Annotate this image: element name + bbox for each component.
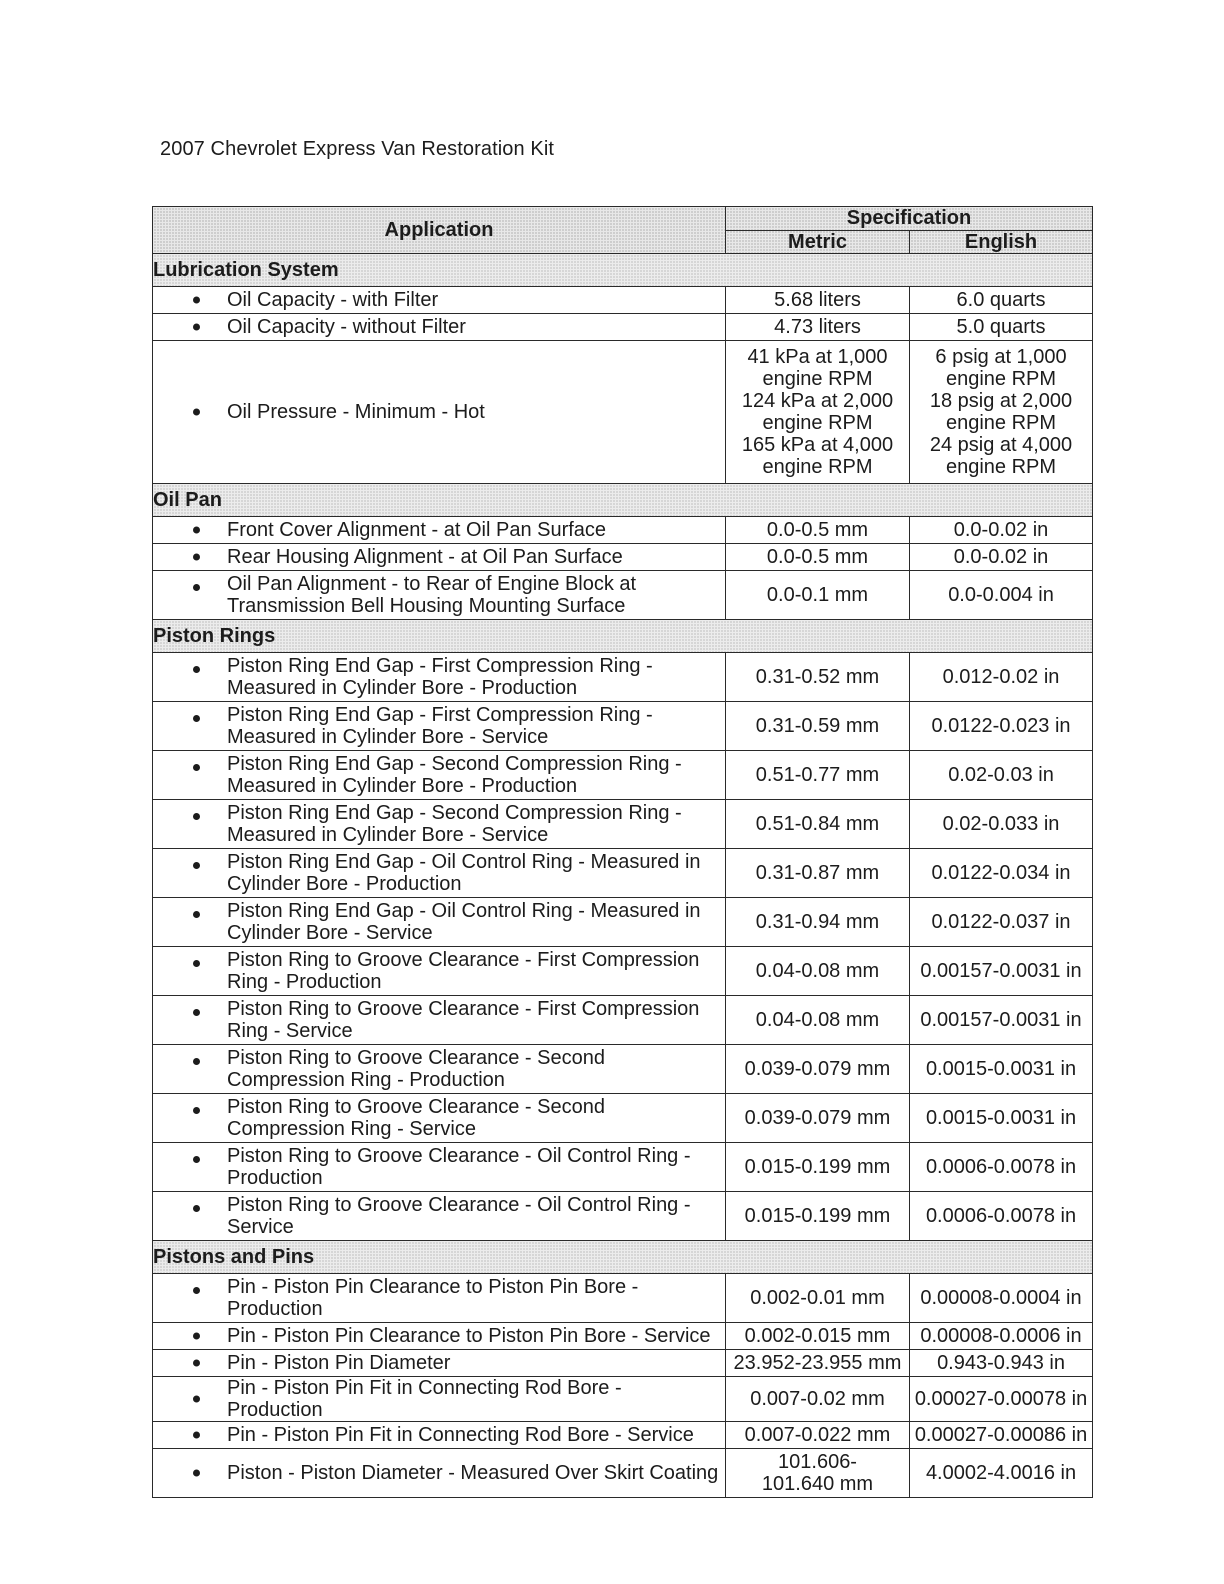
cell-text: Front Cover Alignment - at Oil Pan Surface bbox=[227, 519, 607, 541]
bullet-icon bbox=[193, 324, 200, 331]
application-text bbox=[193, 851, 725, 895]
application-cell bbox=[153, 1377, 726, 1422]
cell-text: 0.0-0.1 mm bbox=[766, 584, 869, 606]
metric-cell bbox=[726, 571, 910, 620]
table-row bbox=[153, 287, 1093, 314]
section-row bbox=[153, 254, 1093, 287]
table-row bbox=[153, 996, 1093, 1045]
cell-text: 0.31-0.59 mm bbox=[755, 715, 880, 737]
text-line: 101.640 mm bbox=[761, 1473, 874, 1495]
header-english: English bbox=[910, 230, 1093, 254]
cell-text: Pin - Piston Pin Diameter bbox=[227, 1352, 451, 1374]
table-row bbox=[153, 898, 1093, 947]
cell-text: 0.00027-0.00086 in bbox=[914, 1424, 1088, 1446]
application-text bbox=[193, 1377, 725, 1421]
english-cell bbox=[910, 287, 1093, 314]
metric-cell bbox=[726, 996, 910, 1045]
application-cell bbox=[153, 1192, 726, 1241]
metric-cell bbox=[726, 898, 910, 947]
metric-cell bbox=[726, 800, 910, 849]
table-row bbox=[153, 1274, 1093, 1323]
text-line: Piston Ring to Groove Clearance - Oil Control Ring - bbox=[227, 1194, 691, 1216]
text-line: Ring - Production bbox=[227, 971, 382, 993]
bullet-icon bbox=[193, 1058, 200, 1065]
application-cell bbox=[153, 1350, 726, 1377]
cell-text: Pin - Piston Pin Clearance to Piston Pin Bore - Service bbox=[227, 1325, 711, 1347]
text-line: engine RPM bbox=[762, 368, 873, 390]
cell-text: 5.0 quarts bbox=[956, 316, 1046, 338]
cell-text: 5.68 liters bbox=[774, 289, 861, 311]
table-row bbox=[153, 751, 1093, 800]
english-cell bbox=[910, 1323, 1093, 1350]
application-cell bbox=[153, 341, 726, 484]
cell-text: Oil Capacity - with Filter bbox=[227, 289, 439, 311]
cell-text: 0.002-0.015 mm bbox=[744, 1325, 891, 1347]
english-cell bbox=[910, 544, 1093, 571]
english-cell bbox=[910, 800, 1093, 849]
table-row bbox=[153, 1045, 1093, 1094]
cell-text: 0.007-0.02 mm bbox=[750, 1388, 885, 1410]
bullet-icon bbox=[193, 1156, 200, 1163]
english-cell bbox=[910, 653, 1093, 702]
application-text bbox=[193, 573, 725, 617]
text-line: Compression Ring - Production bbox=[227, 1069, 505, 1091]
application-cell bbox=[153, 571, 726, 620]
cell-text: 0.0006-0.0078 in bbox=[925, 1205, 1077, 1227]
english-cell bbox=[910, 947, 1093, 996]
table-row bbox=[153, 1323, 1093, 1350]
application-text bbox=[193, 316, 725, 338]
cell-text: 0.0015-0.0031 in bbox=[925, 1058, 1077, 1080]
section-title: Lubrication System bbox=[153, 254, 1093, 287]
text-line: Ring - Service bbox=[227, 1020, 353, 1042]
bullet-icon bbox=[193, 1333, 200, 1340]
cell-text: Pin - Piston Pin Fit in Connecting Rod Bore - Production bbox=[227, 1377, 622, 1421]
cell-text: 23.952-23.955 mm bbox=[733, 1352, 902, 1374]
metric-cell bbox=[726, 287, 910, 314]
bullet-icon bbox=[193, 1009, 200, 1016]
english-cell bbox=[910, 1094, 1093, 1143]
text-line: Production bbox=[227, 1167, 323, 1189]
cell-text: 4.73 liters bbox=[774, 316, 861, 338]
application-text bbox=[193, 289, 725, 311]
cell-text: 0.0-0.02 in bbox=[953, 519, 1049, 541]
text-line: Piston Ring to Groove Clearance - Second bbox=[227, 1096, 605, 1118]
table-row bbox=[153, 517, 1093, 544]
application-cell bbox=[153, 800, 726, 849]
bullet-icon bbox=[193, 1205, 200, 1212]
cell-text: 0.0-0.5 mm bbox=[766, 519, 869, 541]
cell-text: 0.015-0.199 mm bbox=[744, 1156, 891, 1178]
application-text bbox=[193, 998, 725, 1042]
bullet-icon bbox=[193, 862, 200, 869]
english-cell bbox=[910, 1377, 1093, 1422]
metric-cell bbox=[726, 314, 910, 341]
application-cell bbox=[153, 653, 726, 702]
metric-cell bbox=[726, 947, 910, 996]
application-text bbox=[193, 704, 725, 748]
bullet-icon bbox=[193, 911, 200, 918]
section-title: Oil Pan bbox=[153, 484, 1093, 517]
application-cell bbox=[153, 544, 726, 571]
text-line: Oil Pan Alignment - to Rear of Engine Block at bbox=[227, 573, 637, 595]
english-cell bbox=[910, 1045, 1093, 1094]
application-text bbox=[193, 1194, 725, 1238]
table-row bbox=[153, 1422, 1093, 1449]
cell-text: 0.0-0.02 in bbox=[953, 546, 1049, 568]
table-row bbox=[153, 571, 1093, 620]
cell-text: 0.0-0.5 mm bbox=[766, 546, 869, 568]
text-line: Production bbox=[227, 1298, 323, 1320]
cell-text: Pin - Piston Pin Fit in Connecting Rod Bore - Service bbox=[227, 1424, 694, 1446]
english-cell bbox=[910, 341, 1093, 484]
text-line: 18 psig at 2,000 bbox=[929, 390, 1073, 412]
bullet-icon bbox=[193, 666, 200, 673]
application-cell bbox=[153, 1274, 726, 1323]
cell-text: Oil Pressure - Minimum - Hot bbox=[227, 401, 485, 423]
cell-text: 0.943-0.943 in bbox=[937, 1352, 1065, 1374]
table-row bbox=[153, 341, 1093, 484]
text-line: Piston Ring End Gap - Oil Control Ring - Measured in bbox=[227, 900, 701, 922]
bullet-icon bbox=[193, 813, 200, 820]
english-cell bbox=[910, 1192, 1093, 1241]
metric-cell bbox=[726, 751, 910, 800]
table-row bbox=[153, 947, 1093, 996]
application-text bbox=[193, 900, 725, 944]
english-cell bbox=[910, 702, 1093, 751]
header-metric: Metric bbox=[726, 230, 910, 254]
bullet-icon bbox=[193, 527, 200, 534]
bullet-icon bbox=[193, 715, 200, 722]
table-row bbox=[153, 849, 1093, 898]
application-text bbox=[193, 949, 725, 993]
section-row bbox=[153, 1241, 1093, 1274]
english-cell bbox=[910, 1449, 1093, 1498]
bullet-icon bbox=[193, 1396, 200, 1403]
application-text bbox=[193, 655, 725, 699]
cell-text: 0.0122-0.023 in bbox=[931, 715, 1071, 737]
text-line: 101.606- bbox=[778, 1451, 857, 1473]
document-title: 2007 Chevrolet Express Van Restoration Kit bbox=[160, 138, 555, 160]
table-row bbox=[153, 1377, 1093, 1422]
text-line: Piston Ring to Groove Clearance - Oil Control Ring - bbox=[227, 1145, 691, 1167]
application-cell bbox=[153, 1422, 726, 1449]
text-line: engine RPM bbox=[945, 456, 1057, 478]
bullet-icon bbox=[193, 1287, 200, 1294]
application-text bbox=[193, 519, 725, 541]
english-cell bbox=[910, 898, 1093, 947]
cell-text: Rear Housing Alignment - at Oil Pan Surface bbox=[227, 546, 623, 568]
table-row bbox=[153, 1350, 1093, 1377]
english-cell bbox=[910, 517, 1093, 544]
text-line: Measured in Cylinder Bore - Service bbox=[227, 824, 549, 846]
english-cell bbox=[910, 1350, 1093, 1377]
table-row bbox=[153, 1192, 1093, 1241]
text-line: Measured in Cylinder Bore - Production bbox=[227, 775, 578, 797]
application-text bbox=[193, 1462, 725, 1484]
text-line: 165 kPa at 4,000 bbox=[741, 434, 894, 456]
cell-text: 0.00027-0.00078 in bbox=[914, 1388, 1088, 1410]
metric-cell bbox=[726, 1323, 910, 1350]
english-cell bbox=[910, 1422, 1093, 1449]
application-cell bbox=[153, 517, 726, 544]
text-line: 24 psig at 4,000 bbox=[929, 434, 1073, 456]
cell-text: 0.04-0.08 mm bbox=[755, 960, 880, 982]
metric-cell bbox=[726, 544, 910, 571]
cell-text: 0.0015-0.0031 in bbox=[925, 1107, 1077, 1129]
english-cell bbox=[910, 1143, 1093, 1192]
english-cell bbox=[910, 1274, 1093, 1323]
bullet-icon bbox=[193, 554, 200, 561]
metric-cell bbox=[726, 1274, 910, 1323]
cell-text: 0.31-0.87 mm bbox=[755, 862, 880, 884]
text-line: Piston Ring to Groove Clearance - First Compression bbox=[227, 949, 700, 971]
english-cell bbox=[910, 996, 1093, 1045]
text-line: Service bbox=[227, 1216, 294, 1238]
section-row bbox=[153, 620, 1093, 653]
application-cell bbox=[153, 702, 726, 751]
table-row bbox=[153, 314, 1093, 341]
metric-cell bbox=[726, 1449, 910, 1498]
metric-cell bbox=[726, 1094, 910, 1143]
text-line: Piston Ring to Groove Clearance - First Compression bbox=[227, 998, 700, 1020]
cell-text: 0.51-0.77 mm bbox=[755, 764, 880, 786]
cell-text: Oil Capacity - without Filter bbox=[227, 316, 466, 338]
application-cell bbox=[153, 1045, 726, 1094]
text-line: engine RPM bbox=[945, 368, 1057, 390]
table-body bbox=[153, 254, 1093, 1498]
bullet-icon bbox=[193, 1360, 200, 1367]
bullet-icon bbox=[193, 960, 200, 967]
text-line: Measured in Cylinder Bore - Service bbox=[227, 726, 549, 748]
text-line: Cylinder Bore - Production bbox=[227, 873, 462, 895]
table-row bbox=[153, 544, 1093, 571]
text-line: Piston Ring to Groove Clearance - Second bbox=[227, 1047, 605, 1069]
cell-text: 0.0122-0.037 in bbox=[931, 911, 1071, 933]
bullet-icon bbox=[193, 764, 200, 771]
metric-cell bbox=[726, 1143, 910, 1192]
cell-text: 0.039-0.079 mm bbox=[744, 1058, 891, 1080]
text-line: Piston Ring End Gap - Second Compression Ring - bbox=[227, 802, 682, 824]
text-line: Compression Ring - Service bbox=[227, 1118, 476, 1140]
cell-text: 0.00157-0.0031 in bbox=[920, 960, 1082, 982]
english-cell bbox=[910, 751, 1093, 800]
text-line: Piston Ring End Gap - Oil Control Ring - Measured in bbox=[227, 851, 701, 873]
table-row bbox=[153, 800, 1093, 849]
table-row bbox=[153, 702, 1093, 751]
metric-cell bbox=[726, 517, 910, 544]
text-line: Piston Ring End Gap - First Compression Ring - bbox=[227, 655, 653, 677]
cell-text: 0.002-0.01 mm bbox=[750, 1287, 885, 1309]
cell-text: 6.0 quarts bbox=[956, 289, 1046, 311]
application-cell bbox=[153, 751, 726, 800]
application-cell bbox=[153, 1449, 726, 1498]
application-text bbox=[193, 753, 725, 797]
text-line: engine RPM bbox=[762, 456, 873, 478]
text-line: Pin - Piston Pin Clearance to Piston Pin Bore - bbox=[227, 1276, 639, 1298]
application-text bbox=[193, 1276, 725, 1320]
application-text bbox=[193, 546, 725, 568]
text-line: Measured in Cylinder Bore - Production bbox=[227, 677, 578, 699]
application-cell bbox=[153, 314, 726, 341]
application-cell bbox=[153, 849, 726, 898]
bullet-icon bbox=[193, 409, 200, 416]
cell-text: 0.02-0.03 in bbox=[948, 764, 1054, 786]
english-cell bbox=[910, 314, 1093, 341]
cell-text: 0.0122-0.034 in bbox=[931, 862, 1071, 884]
application-cell bbox=[153, 947, 726, 996]
header-application: Application bbox=[153, 207, 726, 254]
text-line: engine RPM bbox=[945, 412, 1057, 434]
text-line: engine RPM bbox=[762, 412, 873, 434]
text-line: 41 kPa at 1,000 bbox=[747, 346, 888, 368]
metric-cell bbox=[726, 1350, 910, 1377]
cell-text: 0.00008-0.0004 in bbox=[920, 1287, 1082, 1309]
metric-cell bbox=[726, 341, 910, 484]
english-cell bbox=[910, 571, 1093, 620]
text-line: 6 psig at 1,000 bbox=[935, 346, 1067, 368]
cell-text: 0.012-0.02 in bbox=[942, 666, 1060, 688]
text-line: Cylinder Bore - Service bbox=[227, 922, 433, 944]
application-text bbox=[193, 1145, 725, 1189]
application-cell bbox=[153, 1094, 726, 1143]
text-line: Piston Ring End Gap - Second Compression Ring - bbox=[227, 753, 682, 775]
cell-text: 4.0002-4.0016 in bbox=[925, 1462, 1077, 1484]
table-row bbox=[153, 653, 1093, 702]
application-text bbox=[193, 1096, 725, 1140]
cell-text: 0.04-0.08 mm bbox=[755, 1009, 880, 1031]
application-text bbox=[193, 1047, 725, 1091]
cell-text: 0.31-0.52 mm bbox=[755, 666, 880, 688]
bullet-icon bbox=[193, 1107, 200, 1114]
metric-cell bbox=[726, 653, 910, 702]
cell-text: 0.51-0.84 mm bbox=[755, 813, 880, 835]
bullet-icon bbox=[193, 1432, 200, 1439]
section-row bbox=[153, 484, 1093, 517]
application-cell bbox=[153, 996, 726, 1045]
application-text bbox=[193, 401, 725, 423]
cell-text: 0.0-0.004 in bbox=[948, 584, 1054, 606]
cell-text: Piston - Piston Diameter - Measured Over Skirt Coating bbox=[227, 1462, 719, 1484]
cell-text: 0.015-0.199 mm bbox=[744, 1205, 891, 1227]
application-text bbox=[193, 1352, 725, 1374]
metric-cell bbox=[726, 702, 910, 751]
text-line: 124 kPa at 2,000 bbox=[741, 390, 894, 412]
cell-text: 0.007-0.022 mm bbox=[744, 1424, 891, 1446]
metric-cell bbox=[726, 1045, 910, 1094]
metric-cell bbox=[726, 1377, 910, 1422]
bullet-icon bbox=[193, 584, 200, 591]
metric-cell bbox=[726, 849, 910, 898]
cell-text: 0.039-0.079 mm bbox=[744, 1107, 891, 1129]
section-title: Piston Rings bbox=[153, 620, 1093, 653]
text-line: Piston Ring End Gap - First Compression Ring - bbox=[227, 704, 653, 726]
english-cell bbox=[910, 849, 1093, 898]
cell-text: 0.0006-0.0078 in bbox=[925, 1156, 1077, 1178]
cell-text: 0.02-0.033 in bbox=[942, 813, 1060, 835]
text-line: Transmission Bell Housing Mounting Surface bbox=[227, 595, 626, 617]
cell-text: 0.00008-0.0006 in bbox=[920, 1325, 1082, 1347]
application-text bbox=[193, 1424, 725, 1446]
cell-text: 0.31-0.94 mm bbox=[755, 911, 880, 933]
specification-table bbox=[152, 206, 1093, 1498]
application-cell bbox=[153, 1143, 726, 1192]
metric-cell bbox=[726, 1192, 910, 1241]
application-text bbox=[193, 802, 725, 846]
application-cell bbox=[153, 1323, 726, 1350]
table-row bbox=[153, 1094, 1093, 1143]
table-row bbox=[153, 1449, 1093, 1498]
metric-cell bbox=[726, 1422, 910, 1449]
bullet-icon bbox=[193, 297, 200, 304]
table-row bbox=[153, 1143, 1093, 1192]
application-cell bbox=[153, 898, 726, 947]
application-text bbox=[193, 1325, 725, 1347]
section-title: Pistons and Pins bbox=[153, 1241, 1093, 1274]
header-specification: Specification bbox=[726, 207, 1093, 231]
application-cell bbox=[153, 287, 726, 314]
bullet-icon bbox=[193, 1470, 200, 1477]
cell-text: 0.00157-0.0031 in bbox=[920, 1009, 1082, 1031]
